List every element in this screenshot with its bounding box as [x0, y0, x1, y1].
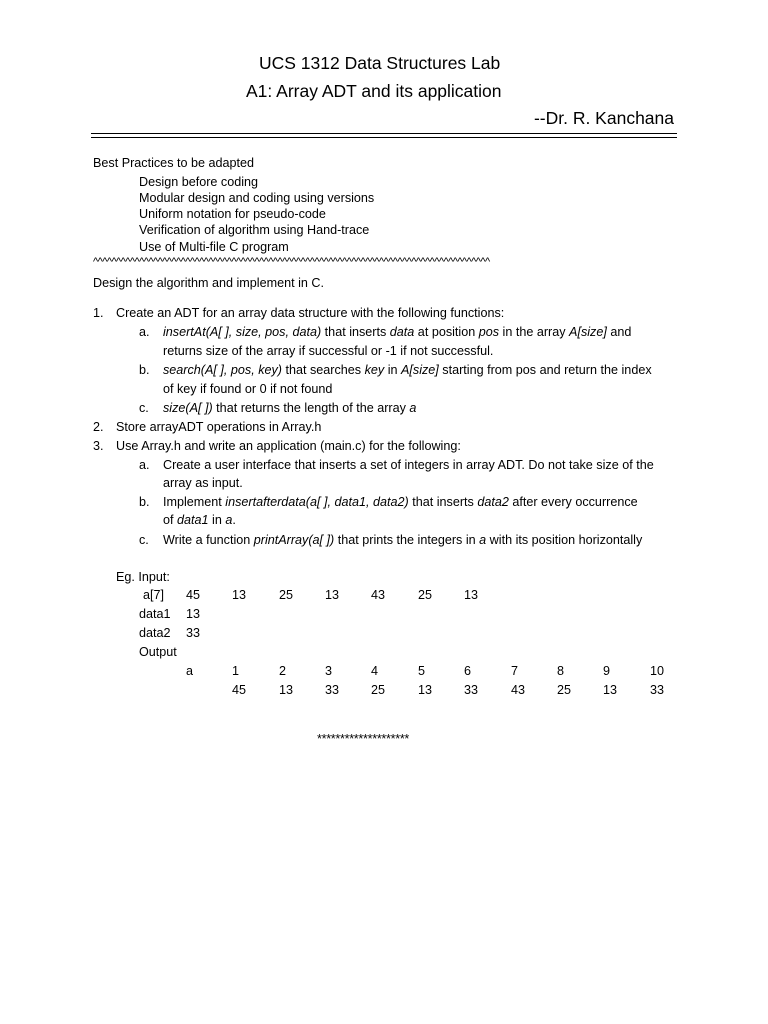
output-value: 13 — [603, 683, 618, 697]
subtask-text: search(A[ ], pos, key) that searches key in A[size] starting from pos and return the index — [163, 363, 652, 377]
data1-label: data1 — [139, 607, 171, 621]
list-item: Verification of algorithm using Hand-trace — [139, 223, 370, 237]
separator-line: ^^^^^^^^^^^^^^^^^^^^^^^^^^^^^^^^^^^^^^^^^^^^^^^^^^^^^^^^^^^^^^^^^^^^^^^^^^^^^^^^^^^^^^ — [93, 256, 490, 268]
subtask-text-continued: returns size of the array if successful or -1 if not successful. — [163, 344, 494, 358]
subtask-label: a. — [139, 325, 150, 339]
task-number: 2. — [93, 420, 104, 434]
instruction: Design the algorithm and implement in C. — [93, 276, 324, 290]
end-marker: ******************** — [317, 732, 410, 746]
data2-value: 33 — [186, 626, 201, 640]
subtask-text: Implement insertafterdata(a[ ], data1, data2) that inserts data2 after every occurrence — [163, 495, 638, 509]
position-value: 3 — [325, 664, 333, 678]
function-signature: insertAt(A[ ], size, pos, data) — [163, 325, 322, 339]
output-value: 25 — [371, 683, 386, 697]
subtask-text-continued: array as input. — [163, 476, 243, 490]
subtask-text: insertAt(A[ ], size, pos, data) that inserts data at position pos in the array A[size] and — [163, 325, 632, 339]
output-value: 25 — [557, 683, 572, 697]
task-text: Use Array.h and write an application (main.c) for the following: — [116, 439, 461, 453]
output-value: 13 — [279, 683, 294, 697]
position-value: 8 — [557, 664, 565, 678]
function-signature: insertafterdata(a[ ], data1, data2) — [225, 495, 409, 509]
list-item: Design before coding — [139, 175, 259, 189]
header-rule-bottom — [91, 137, 677, 138]
position-value: 7 — [511, 664, 519, 678]
position-value: 2 — [279, 664, 287, 678]
subtask-label: c. — [139, 533, 149, 547]
output-row-label: a — [186, 664, 194, 678]
list-item: Use of Multi-file C program — [139, 240, 289, 254]
data2-label: data2 — [139, 626, 171, 640]
position-value: 6 — [464, 664, 472, 678]
list-item: Uniform notation for pseudo-code — [139, 207, 326, 221]
best-practices-title: Best Practices to be adapted — [93, 156, 255, 170]
function-signature: search(A[ ], pos, key) — [163, 363, 282, 377]
output-value: 33 — [325, 683, 340, 697]
task-text: Create an ADT for an array data structure with the following functions: — [116, 306, 505, 320]
position-value: 5 — [418, 664, 426, 678]
example-title: Eg. Input: — [116, 570, 170, 584]
array-value: 45 — [186, 588, 201, 602]
array-value: 25 — [418, 588, 433, 602]
subtask-text: Create a user interface that inserts a set of integers in array ADT. Do not take size of the — [163, 458, 654, 472]
task-text: Store arrayADT operations in Array.h — [116, 420, 322, 434]
position-value: 10 — [650, 664, 665, 678]
output-value: 13 — [418, 683, 433, 697]
subtask-label: a. — [139, 458, 150, 472]
author-name: --Dr. R. Kanchana — [533, 108, 674, 128]
list-item: Modular design and coding using versions — [139, 191, 375, 205]
task-number: 3. — [93, 439, 104, 453]
data1-value: 13 — [186, 607, 201, 621]
subtask-text-continued: of key if found or 0 if not found — [163, 382, 333, 396]
array-value: 13 — [232, 588, 247, 602]
function-signature: size(A[ ]) — [163, 401, 213, 415]
array-value: 43 — [371, 588, 386, 602]
output-value: 45 — [232, 683, 247, 697]
subtask-label: b. — [139, 363, 150, 377]
subtask-label: c. — [139, 401, 149, 415]
subtask-label: b. — [139, 495, 150, 509]
header-rule-top — [91, 133, 677, 134]
output-value: 43 — [511, 683, 526, 697]
task-number: 1. — [93, 306, 104, 320]
output-value: 33 — [464, 683, 479, 697]
array-label: a[7] — [143, 588, 165, 602]
position-value: 4 — [371, 664, 379, 678]
array-value: 13 — [464, 588, 479, 602]
subtask-text: Write a function printArray(a[ ]) that prints the integers in a with its position horizontally — [163, 533, 643, 547]
assignment-title: A1: Array ADT and its application — [246, 81, 502, 101]
course-title: UCS 1312 Data Structures Lab — [259, 53, 501, 73]
function-signature: printArray(a[ ]) — [253, 533, 335, 547]
output-label: Output — [139, 645, 177, 659]
output-value: 33 — [650, 683, 665, 697]
subtask-text-continued: of data1 in a. — [163, 513, 236, 527]
position-value: 9 — [603, 664, 611, 678]
subtask-text: size(A[ ]) that returns the length of the array a — [163, 401, 417, 415]
array-value: 13 — [325, 588, 340, 602]
array-value: 25 — [279, 588, 294, 602]
position-value: 1 — [232, 664, 240, 678]
